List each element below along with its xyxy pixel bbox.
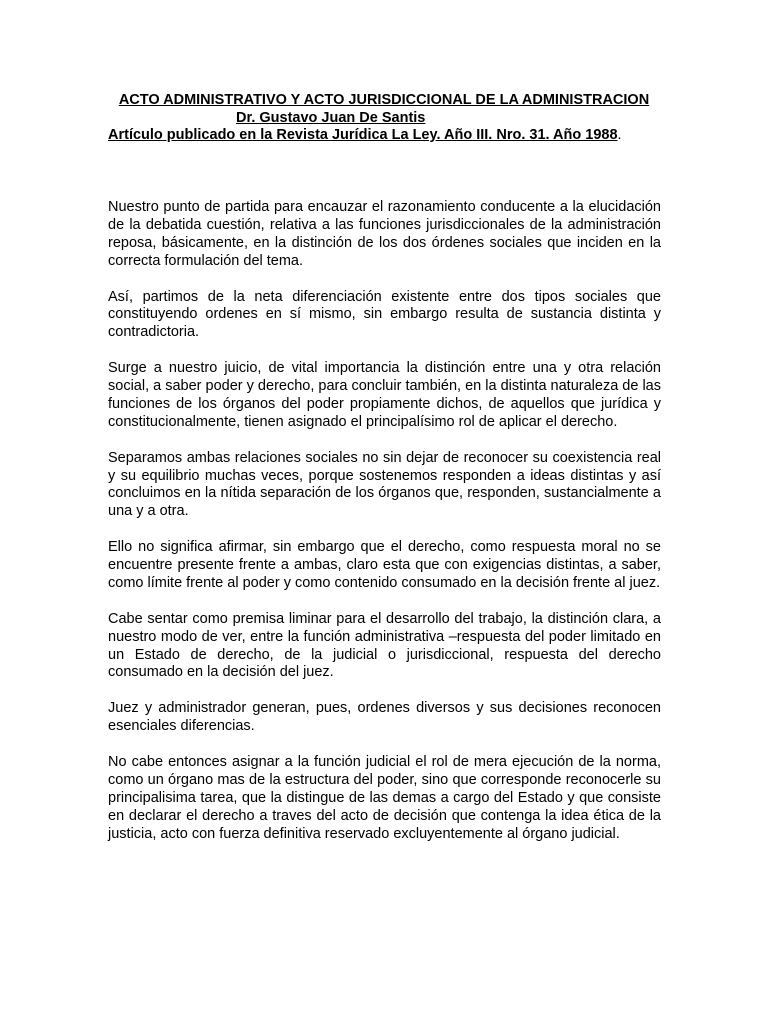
paragraph-4: Separamos ambas relaciones sociales no sin dejar de reconocer su coexistencia real y su equilibrio muchas veces, porque sostenemos responden a ideas distintas y así concluimos en la nítida separación de los órganos que, responden, sustancialmente a una y a otra. (108, 449, 661, 520)
paragraph-6: Cabe sentar como premisa liminar para el desarrollo del trabajo, la distinción clara, a nuestro modo de ver, entre la función administrativa –respuesta del poder limitado en un Estado de derecho, de la judicial o jurisdiccional, respuesta del derecho consumado en la decisión del juez. (108, 610, 661, 681)
document-body (108, 199, 661, 861)
paragraph-3: Surge a nuestro juicio, de vital importancia la distinción entre una y otra relación social, a saber poder y derecho, para concluir también, en la distinta naturaleza de las funciones de los órganos del poder propiamente dichos, de aquellos que jurídica y constitucionalmente, tienen asignado el principalísimo rol de aplicar el derecho. (108, 360, 661, 430)
document-heading (108, 92, 660, 145)
paragraph-1: Nuestro punto de partida para encauzar el razonamiento conducente a la elucidación de la debatida cuestión, relativa a las funciones jurisdiccionales de la administración reposa, básicamente, en la distinción de los dos órdenes sociales que inciden en la correcta formulación del tema. (108, 199, 661, 269)
paragraph-2: Así, partimos de la neta diferenciación existente entre dos tipos sociales que constituyendo ordenes en sí mismo, sin embargo resulta de sustancia distinta y contradictoria. (108, 288, 661, 341)
paragraph-5: Ello no significa afirmar, sin embargo que el derecho, como respuesta moral no se encuentre presente frente a ambas, claro esta que con exigencias distintas, a saber, como límite frente al poder y como contenido consumado en la decisión frente al juez. (108, 539, 661, 591)
publication-reference: Artículo publicado en la Revista Jurídica La Ley. Año III. Nro. 31. Año 1988 (108, 127, 618, 143)
paragraph-8: No cabe entonces asignar a la función judicial el rol de mera ejecución de la norma, como un órgano mas de la estructura del poder, sino que corresponde reconocerle su principalisima tarea, que la distingue de las demas a cargo del Estado y que consiste en declarar el derecho a traves del acto de decisión que contenga la idea ética de la justicia, acto con fuerza definitiva reservado excluyentemente al órgano judicial. (108, 753, 661, 842)
document-author: Dr. Gustavo Juan De Santis (236, 109, 426, 126)
publication-line (108, 127, 660, 145)
paragraph-7: Juez y administrador generan, pues, ordenes diversos y sus decisiones reconocen esenciales diferencias. (108, 700, 661, 735)
author-line (108, 110, 660, 128)
publication-end-period: . (617, 127, 622, 143)
document-title: ACTO ADMINISTRATIVO Y ACTO JURISDICCIONAL DE LA ADMINISTRACION (118, 92, 650, 108)
